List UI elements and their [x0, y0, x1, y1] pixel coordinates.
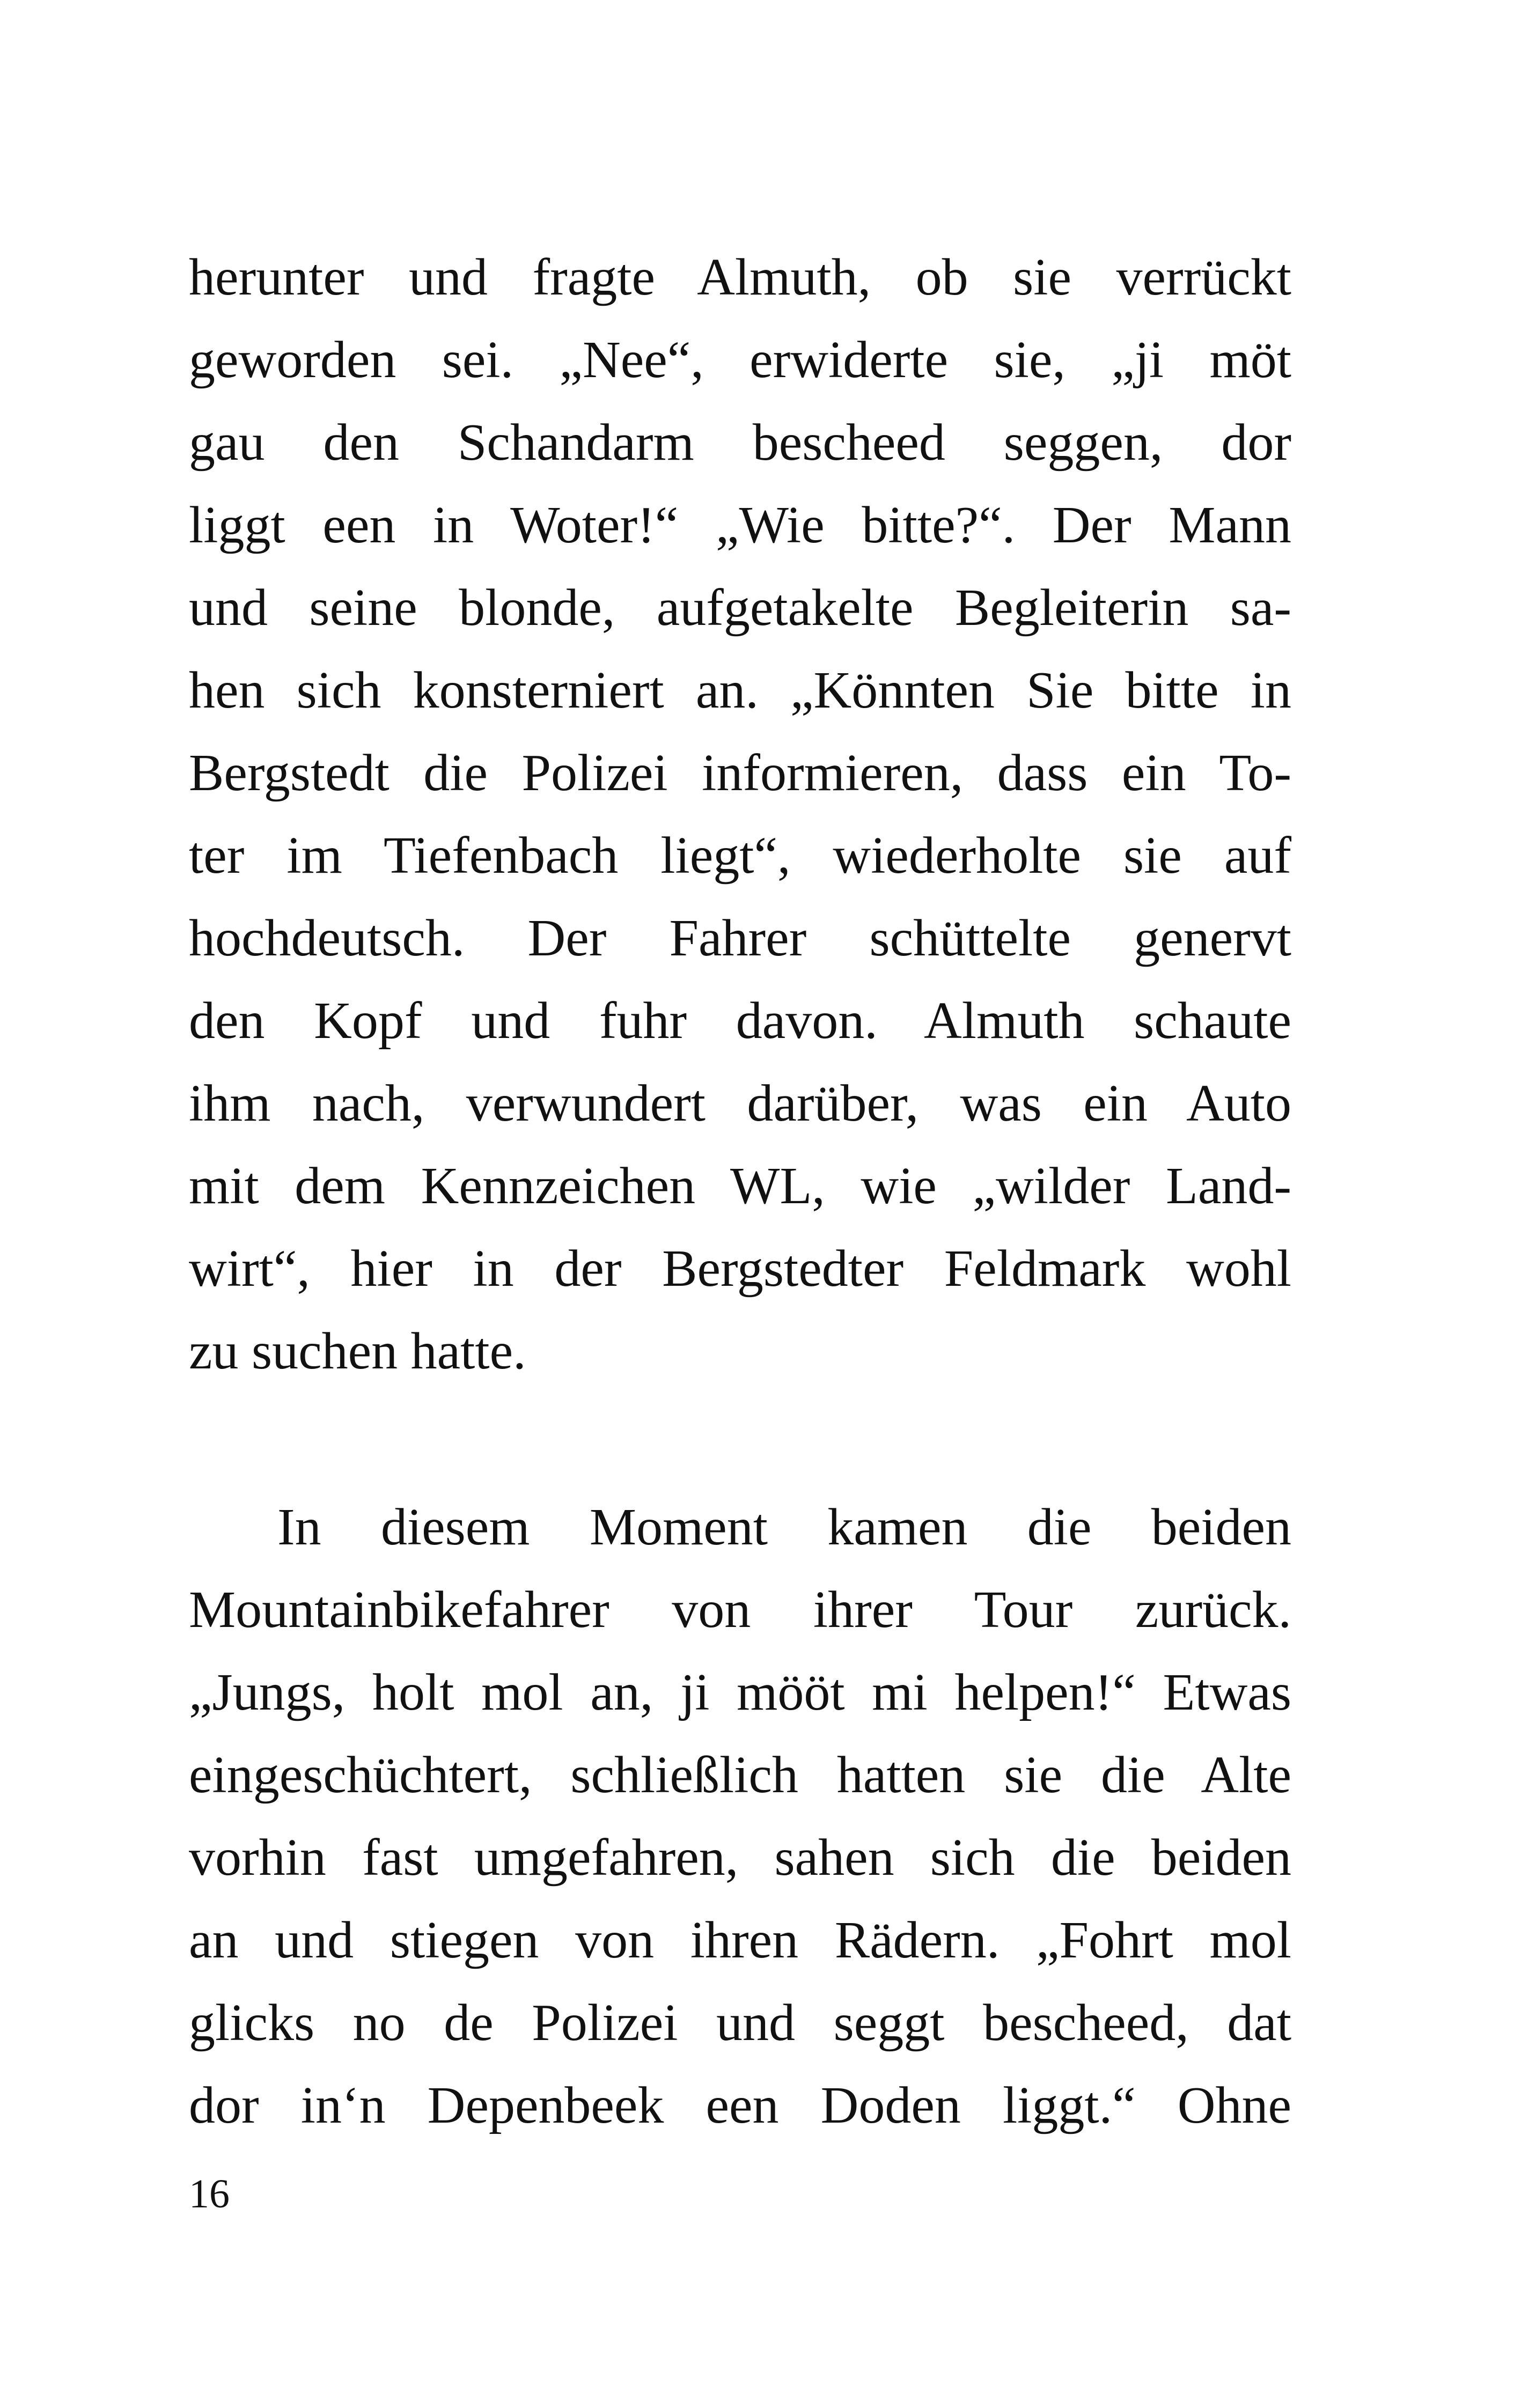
text-line: liggt een in Woter!“ „Wie bitte?“. Der Mann — [189, 496, 1291, 554]
page-number: 16 — [189, 2171, 230, 2216]
text-line: herunter und fragte Almuth, ob sie verrückt — [189, 248, 1291, 306]
text-line: vorhin fast umgefahren, sahen sich die beiden — [189, 1829, 1291, 1887]
text-line: Bergstedt die Polizei informieren, dass ein To- — [189, 744, 1291, 802]
text-line: und seine blonde, aufgetakelte Begleiterin sa- — [189, 579, 1291, 637]
text-line: ihm nach, verwundert darüber, was ein Auto — [189, 1074, 1291, 1132]
text-line: dor in‘n Depenbeek een Doden liggt.“ Ohne — [189, 2076, 1291, 2134]
text-line: glicks no de Polizei und seggt bescheed, dat — [189, 1994, 1291, 2052]
text-line: mit dem Kennzeichen WL, wie „wilder Land- — [189, 1157, 1291, 1215]
text-line: gau den Schandarm bescheed seggen, dor — [189, 414, 1291, 472]
text-line: den Kopf und fuhr davon. Almuth schaute — [189, 992, 1291, 1050]
text-line: zu suchen hatte. — [189, 1322, 526, 1380]
text-line: ter im Tiefenbach liegt“, wiederholte sie auf — [189, 827, 1291, 885]
text-line: In diesem Moment kamen die beiden — [277, 1498, 1291, 1556]
text-line: hochdeutsch. Der Fahrer schüttelte genervt — [189, 909, 1291, 967]
text-line: eingeschüchtert, schließlich hatten sie die Alte — [189, 1746, 1291, 1804]
text-line: geworden sei. „Nee“, erwiderte sie, „ji möt — [189, 331, 1291, 389]
text-line: hen sich konsterniert an. „Könnten Sie bitte in — [189, 661, 1291, 719]
paragraph-1 — [189, 236, 1291, 1393]
text-line: Mountainbikefahrer von ihrer Tour zurück. — [189, 1581, 1291, 1639]
text-line: an und stiegen von ihren Rädern. „Fohrt mol — [189, 1911, 1291, 1969]
text-line: „Jungs, holt mol an, ji mööt mi helpen!“ Etwas — [189, 1663, 1291, 1721]
paragraph-2 — [189, 1486, 1291, 2147]
text-line: wirt“, hier in der Bergstedter Feldmark wohl — [189, 1240, 1291, 1298]
